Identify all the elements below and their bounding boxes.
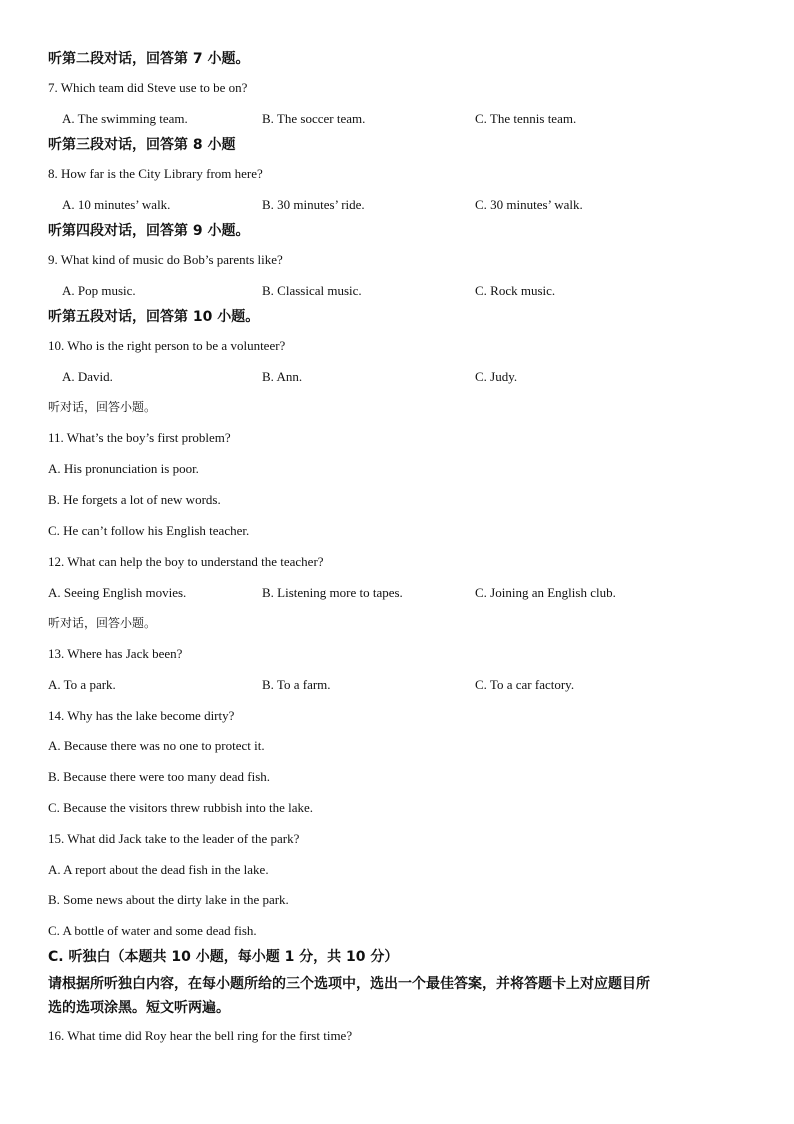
heading-dialog-3: 听第三段对话，回答第 8 小题	[48, 137, 236, 153]
question-15: 15. What did Jack take to the leader of the park?	[48, 831, 300, 846]
q14-option-c: C. Because the visitors threw rubbish into the lake.	[48, 800, 314, 815]
heading-dialog-4: 听第四段对话，回答第 9 小题。	[48, 223, 250, 239]
heading-dialog-5: 听第五段对话，回答第 10 小题。	[48, 309, 260, 325]
heading-dialog-2: 听第二段对话，回答第 7 小题。	[48, 51, 250, 67]
question-16: 16. What time did Roy hear the bell ring for the first time?	[48, 1028, 353, 1043]
q7-option-b: B. The soccer team.	[262, 111, 366, 126]
dialog-intro-a: 听对话，回答小题。	[48, 400, 157, 414]
q7-option-c: C. The tennis team.	[475, 111, 577, 126]
q14-option-b: B. Because there were too many dead fish.	[48, 769, 271, 784]
q10-option-a: A. David.	[62, 369, 113, 384]
q15-option-b: B. Some news about the dirty lake in the park.	[48, 892, 289, 907]
q10-option-b: B. Ann.	[262, 369, 303, 384]
section-c-title: C. 听独白（本题共 10 小题，每小题 1 分，共 10 分）	[48, 949, 399, 965]
q13-option-b: B. To a farm.	[262, 677, 331, 692]
q12-option-b: B. Listening more to tapes.	[262, 585, 403, 600]
q15-option-a: A. A report about the dead fish in the lake.	[48, 862, 269, 877]
question-11: 11. What’s the boy’s first problem?	[48, 430, 231, 445]
q8-option-c: C. 30 minutes’ walk.	[475, 197, 583, 212]
question-8: 8. How far is the City Library from here?	[48, 166, 263, 181]
q9-option-b: B. Classical music.	[262, 283, 362, 298]
question-7: 7. Which team did Steve use to be on?	[48, 80, 248, 95]
q14-option-a: A. Because there was no one to protect it.	[48, 738, 265, 753]
q13-option-c: C. To a car factory.	[475, 677, 575, 692]
q9-option-a: A. Pop music.	[62, 283, 136, 298]
q9-option-c: C. Rock music.	[475, 283, 556, 298]
q11-option-b: B. He forgets a lot of new words.	[48, 492, 221, 507]
q13-option-a: A. To a park.	[48, 677, 116, 692]
q11-option-a: A. His pronunciation is poor.	[48, 461, 199, 476]
q8-option-a: A. 10 minutes’ walk.	[62, 197, 171, 212]
q12-option-a: A. Seeing English movies.	[48, 585, 187, 600]
dialog-intro-b: 听对话，回答小题。	[48, 616, 157, 630]
q11-option-c: C. He can’t follow his English teacher.	[48, 523, 250, 538]
question-10: 10. Who is the right person to be a volunteer?	[48, 338, 286, 353]
question-9: 9. What kind of music do Bob’s parents like?	[48, 252, 283, 267]
q10-option-c: C. Judy.	[475, 369, 518, 384]
question-13: 13. Where has Jack been?	[48, 646, 183, 661]
q8-option-b: B. 30 minutes’ ride.	[262, 197, 365, 212]
section-c-instructions-line2: 选的选项涂黑。短文听两遍。	[48, 1000, 230, 1016]
question-12: 12. What can help the boy to understand the teacher?	[48, 554, 324, 569]
section-c-instructions-line1: 请根据所听独白内容，在每小题所给的三个选项中，选出一个最佳答案，并将答题卡上对应题目所	[48, 976, 650, 992]
question-14: 14. Why has the lake become dirty?	[48, 708, 235, 723]
q12-option-c: C. Joining an English club.	[475, 585, 616, 600]
q15-option-c: C. A bottle of water and some dead fish.	[48, 923, 257, 938]
q7-option-a: A. The swimming team.	[62, 111, 188, 126]
